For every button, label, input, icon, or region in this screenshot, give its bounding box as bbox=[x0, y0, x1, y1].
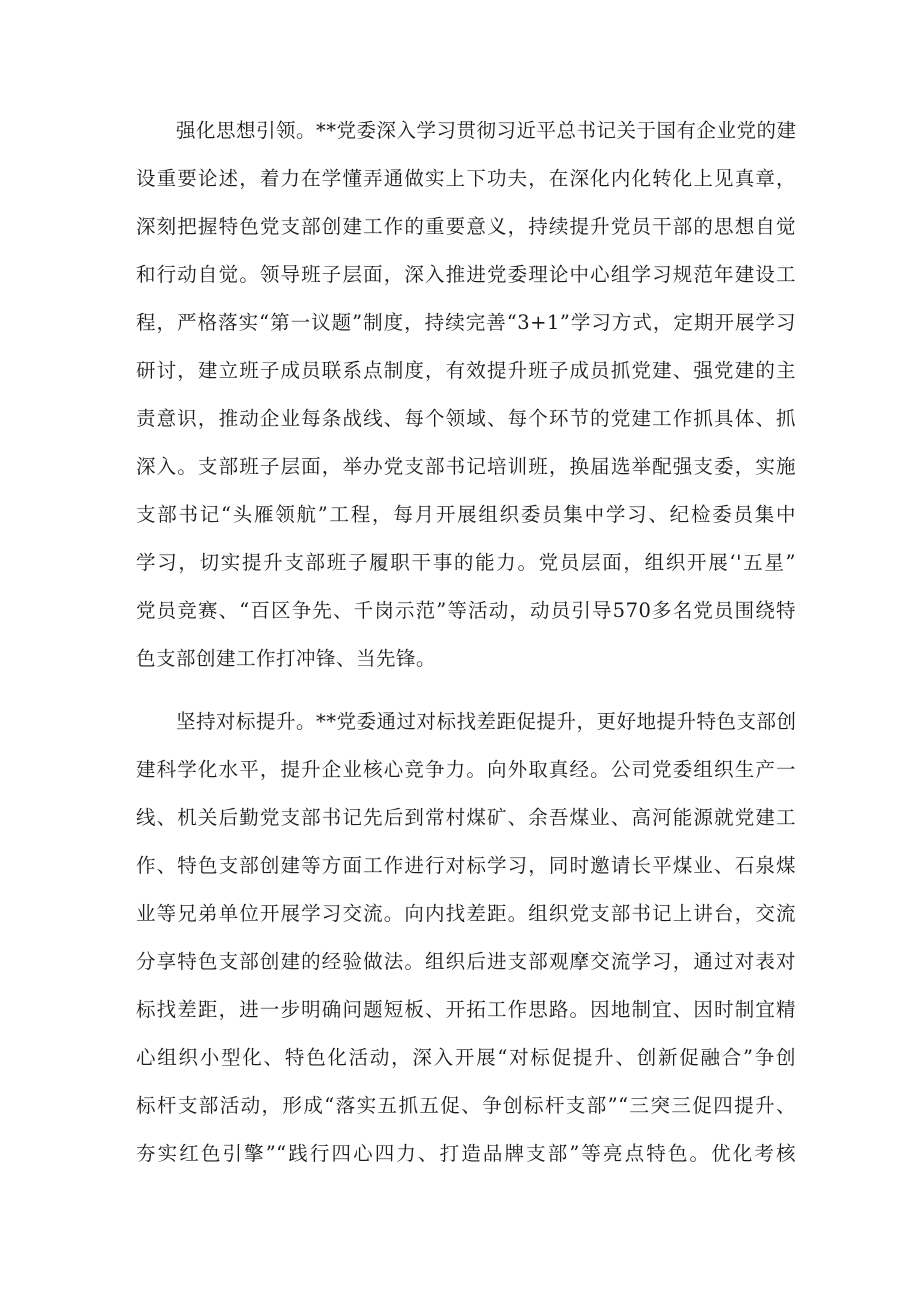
text-line: 作、特色支部创建等方面工作进行对标学习，同时邀请长平煤业、石泉煤 bbox=[136, 854, 796, 877]
text-line: 坚持对标提升。**党委通过对标找差距促提升，更好地提升特色支部创 bbox=[176, 710, 797, 733]
text-line: 设重要论述，着力在学懂弄通做实上下功夫，在深化内化转化上见真章， bbox=[136, 167, 796, 190]
text-line: 标杆支部活动，形成“落实五抓五促、争创标杆支部”“三突三促四提升、 bbox=[136, 1094, 796, 1117]
text-line: 深刻把握特色党支部创建工作的重要意义，持续提升党员干部的思想自觉 bbox=[136, 215, 796, 238]
text-line: 线、机关后勤党支部书记先后到常村煤矿、余吾煤业、高河能源就党建工 bbox=[136, 806, 796, 829]
text-line: 标找差距，进一步明确问题短板、开拓工作思路。因地制宜、因时制宜精 bbox=[136, 998, 796, 1021]
text-line: 色支部创建工作打冲锋、当先锋。 bbox=[136, 647, 437, 670]
text-line: 业等兄弟单位开展学习交流。向内找差距。组织党支部书记上讲台，交流 bbox=[136, 902, 796, 925]
text-line: 支部书记“头雁领航”工程，每月开展组织委员集中学习、纪检委员集中 bbox=[136, 503, 796, 526]
text-line: 强化思想引领。**党委深入学习贯彻习近平总书记关于国有企业党的建 bbox=[176, 119, 797, 142]
text-line: 研讨，建立班子成员联系点制度，有效提升班子成员抓党建、强党建的主 bbox=[136, 359, 796, 382]
text-line: 党员竞赛、“百区争先、千岗示范”等活动，动员引导570多名党员围绕特 bbox=[136, 599, 796, 622]
text-line: 夯实红色引擎”“践行四心四力、打造品牌支部”等亮点特色。优化考核 bbox=[136, 1142, 796, 1165]
text-line: 学习，切实提升支部班子履职干事的能力。党员层面，组织开展‘'五星” bbox=[136, 551, 796, 574]
text-line: 建科学化水平，提升企业核心竞争力。向外取真经。公司党委组织生产一 bbox=[136, 758, 796, 781]
text-line: 分享特色支部创建的经验做法。组织后进支部观摩交流学习，通过对表对 bbox=[136, 950, 796, 973]
text-line: 程，严格落实“第一议题”制度，持续完善“3+1”学习方式，定期开展学习 bbox=[136, 311, 796, 334]
text-line: 和行动自觉。领导班子层面，深入推进党委理论中心组学习规范年建设工 bbox=[136, 263, 796, 286]
text-line: 心组织小型化、特色化活动，深入开展“对标促提升、创新促融合”争创 bbox=[136, 1046, 796, 1069]
text-line: 责意识，推动企业每条战线、每个领域、每个环节的党建工作抓具体、抓 bbox=[136, 407, 796, 430]
text-line: 深入。支部班子层面，举办党支部书记培训班，换届选举配强支委，实施 bbox=[136, 455, 796, 478]
